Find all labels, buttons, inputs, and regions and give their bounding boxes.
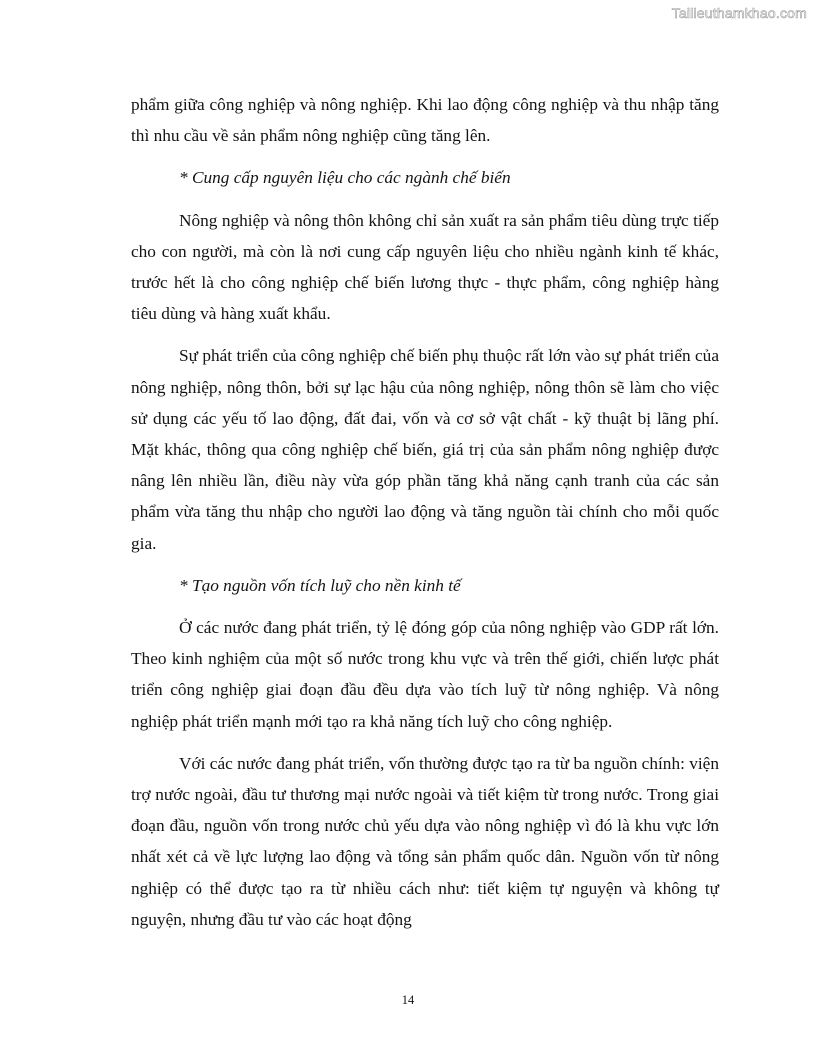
paragraph-continuation: phẩm giữa công nghiệp và nông nghiệp. Khi lao động công nghiệp và thu nhập tăng thì nhu cầu về sản phẩm nông nghiệp cũng tăng lên. <box>131 95 719 146</box>
page-body <box>131 89 719 946</box>
paragraph-gdp-contribution: Ở các nước đang phát triển, tỷ lệ đóng góp của nông nghiệp vào GDP rất lớn. Theo kinh nghiệm của một số nước trong khu vực và trên thế giới, chiến lược phát triển công nghiệp giai đoạn đầu đều dựa vào tích luỹ từ nông nghiệp. Và nông nghiệp phát triển mạnh mới tạo ra khả năng tích luỹ cho công nghiệp. <box>131 618 719 731</box>
paragraph-capital-sources: Với các nước đang phát triển, vốn thường được tạo ra từ ba nguồn chính: viện trợ nước ngoài, đầu tư thương mại nước ngoài và tiết kiệm từ trong nước. Trong giai đoạn đầu, nguồn vốn trong nước chủ yếu dựa vào nông nghiệp vì đó là khu vực lớn nhất xét cả về lực lượng lao động và tổng sản phẩm quốc dân. Nguồn vốn từ nông nghiệp có thể được tạo ra từ nhiều cách như: tiết kiệm tự nguyện và không tự nguyện, nhưng đầu tư vào các hoạt động <box>131 753 719 929</box>
paragraph-raw-materials: Nông nghiệp và nông thôn không chỉ sản xuất ra sản phẩm tiêu dùng trực tiếp cho con người, mà còn là nơi cung cấp nguyên liệu cho nhiều ngành kinh tế khác, trước hết là cho công nghiệp chế biến lương thực - thực phẩm, công nghiệp hàng tiêu dùng và hàng xuất khẩu. <box>131 210 719 324</box>
page-number: 14 <box>401 993 415 1007</box>
section-heading-capital-accumulation: * Tạo nguồn vốn tích luỹ cho nền kinh tế <box>179 575 461 595</box>
watermark: Tailieuthamkhao.com <box>671 5 807 21</box>
paragraph-processing-industry: Sự phát triển của công nghiệp chế biến phụ thuộc rất lớn vào sự phát triển của nông nghiệp, nông thôn, bởi sự lạc hậu của nông nghiệp, nông thôn sẽ làm cho việc sử dụng các yếu tố lao động, đất đai, vốn và cơ sở vật chất - kỹ thuật bị lãng phí. Mặt khác, thông qua công nghiệp chế biến, giá trị của sản phẩm nông nghiệp được nâng lên nhiều lần, điều này vừa góp phần tăng khả năng cạnh tranh của các sản phẩm vừa tăng thu nhập cho người lao động và tăng nguồn tài chính cho mỗi quốc gia. <box>131 346 719 553</box>
section-heading-raw-materials: * Cung cấp nguyên liệu cho các ngành chế biến <box>179 168 511 188</box>
